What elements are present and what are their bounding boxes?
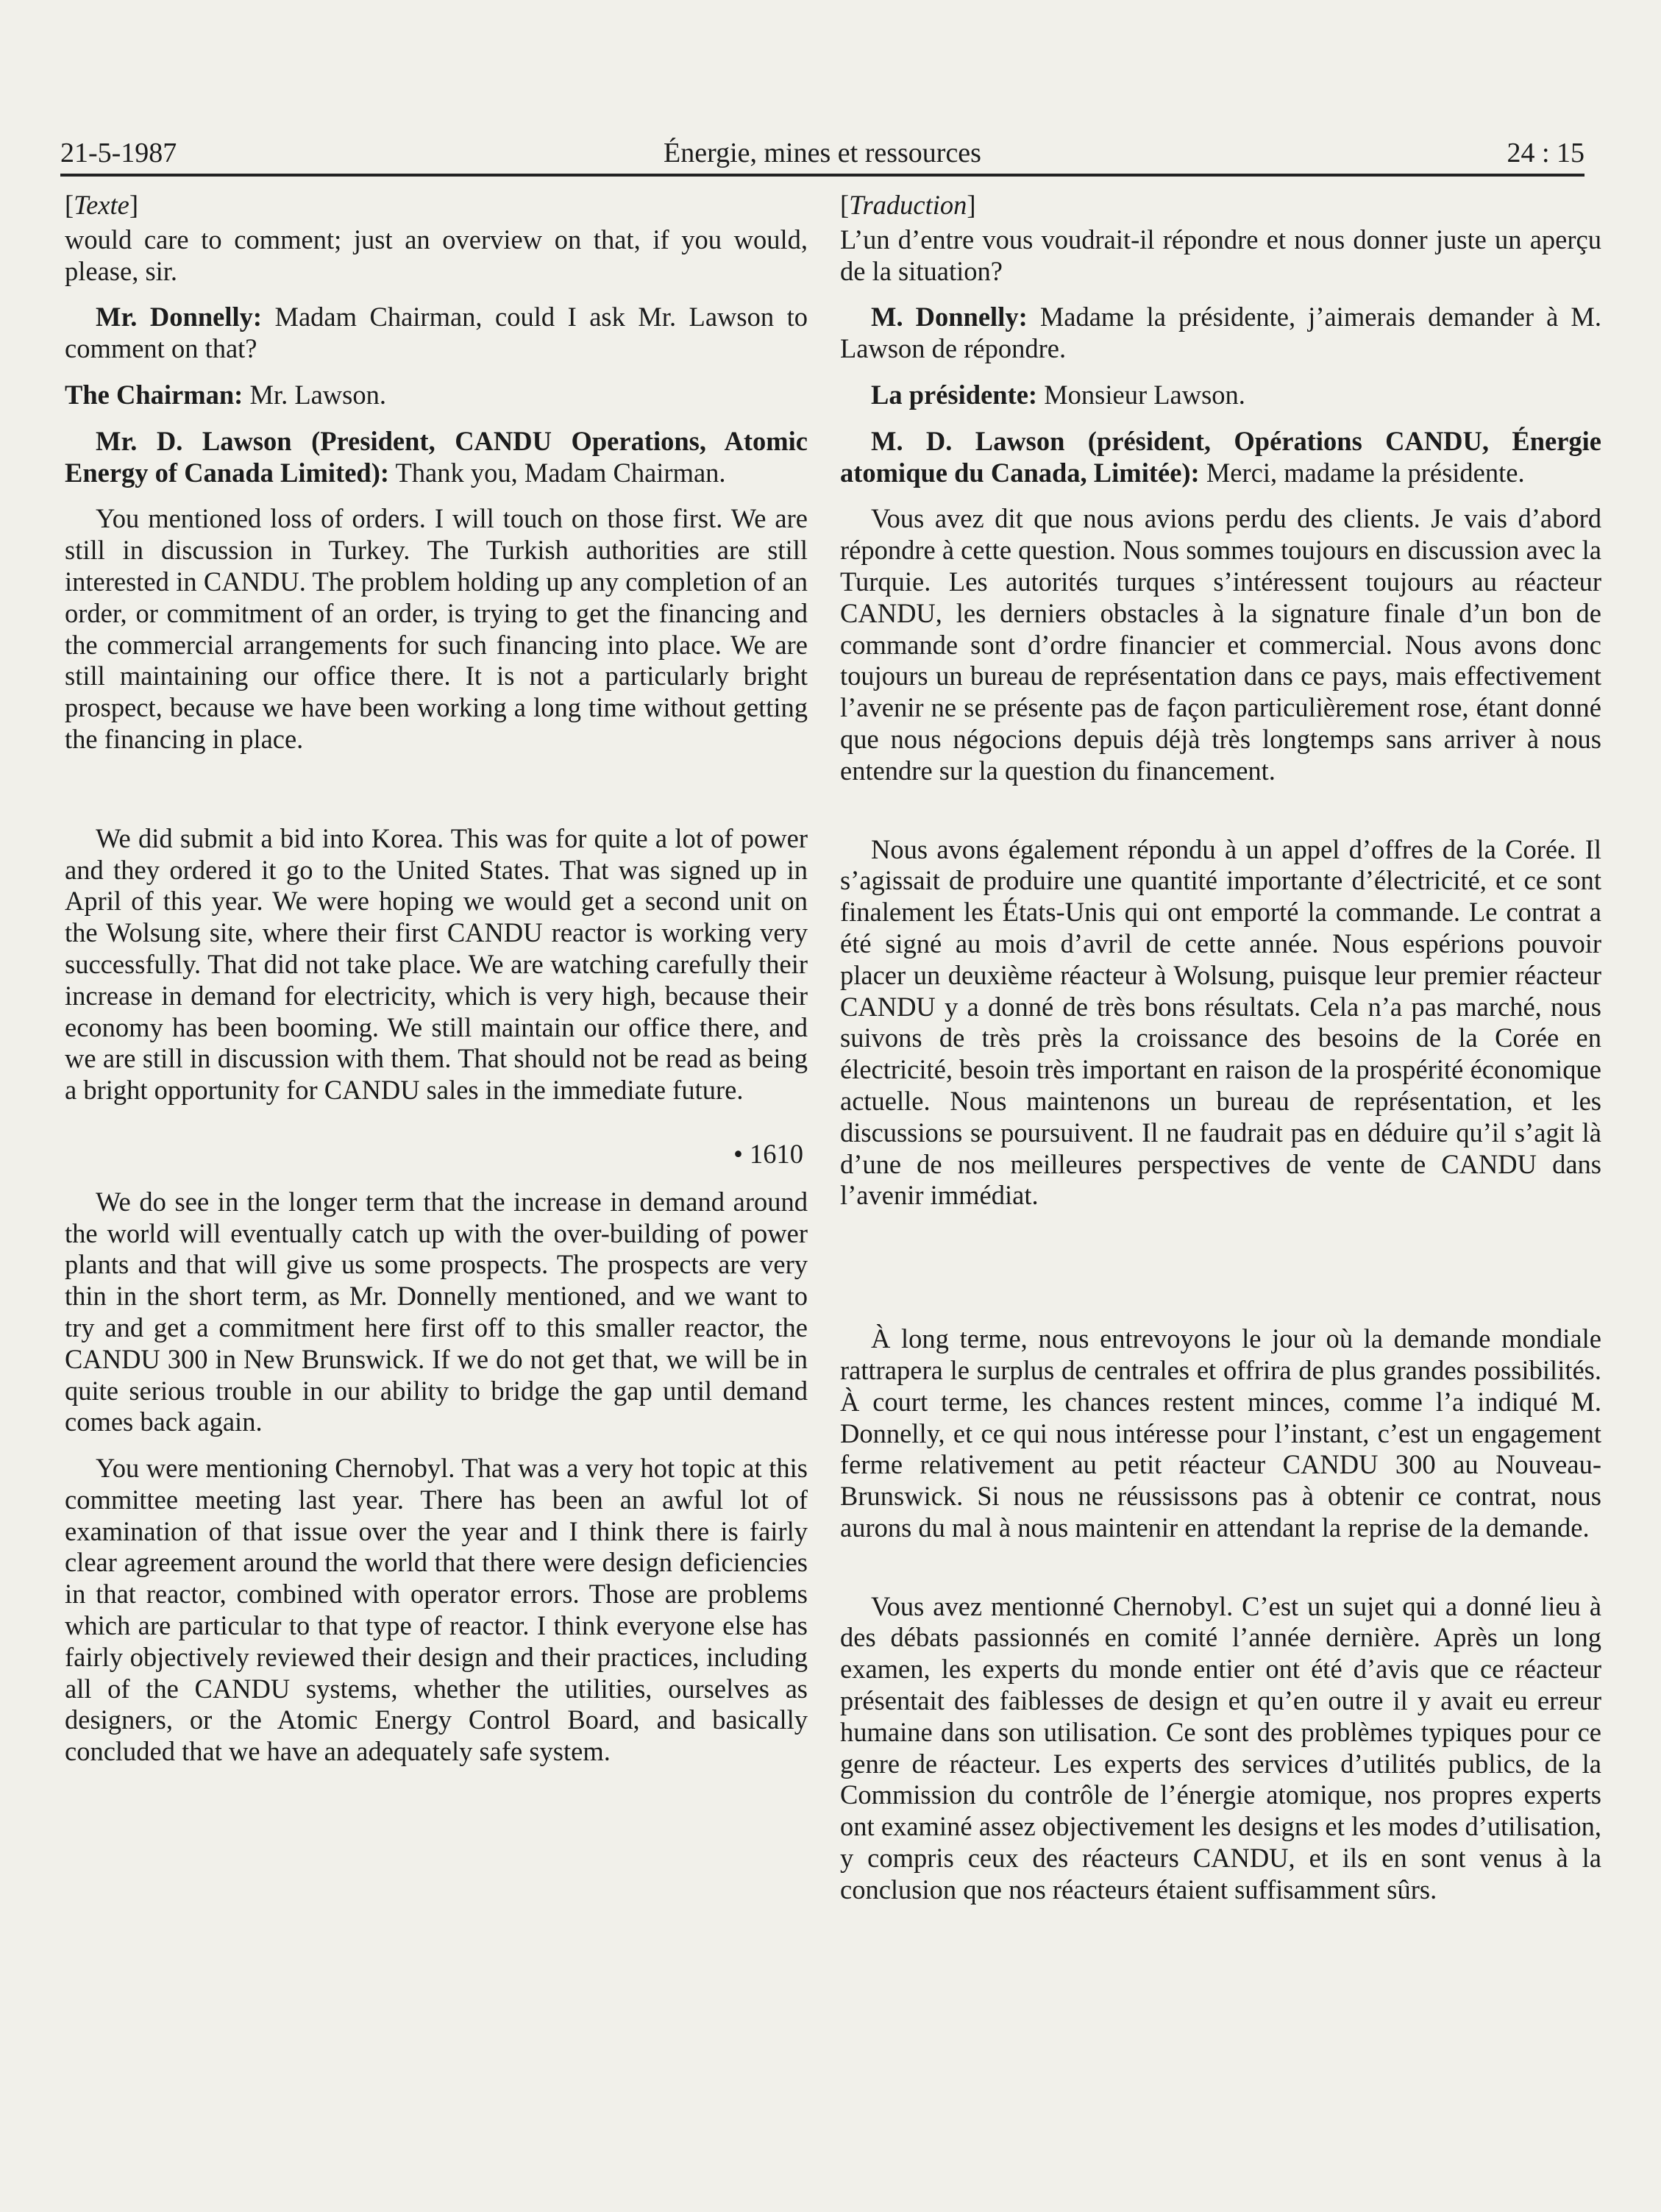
paragraph: Nous avons également répondu à un appel d’offres de la Corée. Il s’agissait de produire une quantité importante d’électricité, et ce sont finalement les États-Unis qui ont emporté la commande. Le contrat a été signé au mois d’avril de cette année. Nous espérions pouvoir placer un deuxième réacteur à Wolsung, puisque leur premier réacteur CANDU y a donné de très bons résultats. Cela n’a pas marché, nous suivons de très près la croissance des besoins de la Corée en électricité, besoin très important en raison de la prospérité économique actuelle. Nous maintenons un bureau de représentation, et les discussions se poursuivent. Il ne faudrait pas en déduire qu’il s’agit là d’une de nos meilleures perspectives de vente de CANDU dans l’avenir immédiat. xyxy=(840,833,1601,1211)
paragraph: You mentioned loss of orders. I will touch on those first. We are still in discussion in Turkey. The Turkish authorities are still interested in CANDU. The problem holding up any completion of an order, or commitment of an order, is trying to get the financing and the commercial arrangements for such financing into place. We are still maintaining our office there. It is not a particularly bright prospect, because we have been working a long time without getting the financing in place. xyxy=(65,503,808,754)
speaker-paragraph xyxy=(65,380,808,411)
speaker-paragraph xyxy=(840,426,1601,489)
paragraph: We did submit a bid into Korea. This was for quite a lot of power and they ordered it go to the United States. That was signed up in April of this year. We were hoping we would get a second unit on the Wolsung site, where their first CANDU reactor is working very successfully. That did not take place. We are watching carefully their increase in demand for electricity, which is very high, because their economy has been booming. We still maintain our office there, and we are still in discussion with them. That should not be read as being a bright opportunity for CANDU sales in the immediate future. xyxy=(65,822,808,1106)
header-date: 21-5-1987 xyxy=(60,138,177,168)
section-tag: [Texte] xyxy=(65,190,139,220)
speech-text: Merci, madame la présidente. xyxy=(1199,457,1525,488)
paragraph: Vous avez mentionné Chernobyl. C’est un sujet qui a donné lieu à des débats passionnés en comité l’année dernière. Après un long examen, les experts du monde entier ont été d’avis que ce réacteur présentait des faiblesses de design et qu’en outre il y avait eu erreur humaine dans son utilisation. Ce sont des problèmes typiques pour ce genre de réacteur. Les experts des services d’utilités publics, de la Commission du contrôle de l’énergie atomique, nos propres experts ont examiné assez objectivement les designs et les modes d’utilisation, y compris ceux des réacteurs CANDU, et ils en sont venus à la conclusion que nos réacteurs étaient suffisamment sûrs. xyxy=(840,1590,1601,1905)
speaker-name: Mr. D. Lawson (President, CANDU Operations, Atomic Energy of Canada Limited): xyxy=(65,425,808,488)
speech-text: Monsieur Lawson. xyxy=(1037,379,1245,410)
speaker-paragraph xyxy=(65,426,808,489)
paragraph: À long terme, nous entrevoyons le jour où la demande mondiale rattrapera le surplus de centrales et offrira de plus grandes possibilités. À court terme, les chances restent minces, comme l’a indiqué M. Donnelly, et ce qui nous intéresse pour l’instant, c’est un engagement ferme relativement au petit réacteur CANDU 300 au Nouveau-Brunswick. Si nous ne réussissons pas à obtenir ce contrat, nous aurons du mal à nous maintenir en attendant la reprise de la demande. xyxy=(840,1323,1601,1543)
speaker-paragraph xyxy=(65,302,808,365)
paragraph: would care to comment; just an overview on that, if you would, please, sir. xyxy=(65,224,808,286)
header-page-number: 24 : 15 xyxy=(1507,138,1584,168)
speaker-paragraph xyxy=(840,380,1601,411)
speaker-paragraph xyxy=(840,302,1601,365)
speech-text: Thank you, Madam Chairman. xyxy=(389,457,726,488)
speaker-name: M. D. Lawson (président, Opérations CANDU, Énergie atomique du Canada, Limitée): xyxy=(840,425,1601,488)
speaker-name: La présidente: xyxy=(871,379,1038,410)
page-header xyxy=(60,124,1584,177)
speech-text: Madam Chairman, could I ask Mr. Lawson to comment on that? xyxy=(65,302,808,364)
paragraph: We do see in the longer term that the increase in demand around the world will eventually catch up with the over-building of power plants and that will give us some prospects. The prospects are very thin in the short term, as Mr. Donnelly mentioned, and we want to try and get a commitment here first off to this smaller reactor, the CANDU 300 in New Brunswick. If we do not get that, we will be in quite serious trouble in our ability to bridge the gap until demand comes back again. xyxy=(65,1186,808,1437)
header-title: Énergie, mines et ressources xyxy=(664,138,981,168)
paragraph: You were mentioning Chernobyl. That was a very hot topic at this committee meeting last year. There has been an awful lot of examination of that issue over the year and I think there is fairly clear agreement around the world that there were design deficiencies in that reactor, combined with operator errors. Those are problems which are particular to that type of reactor. I think everyone else has fairly objectively reviewed their design and their practices, including all of the CANDU systems, whether the utilities, ourselves as designers, or the Atomic Energy Control Board, and basically concluded that we have an adequately safe system. xyxy=(65,1453,808,1767)
speaker-name: Mr. Donnelly: xyxy=(96,302,263,332)
french-column xyxy=(840,190,1601,1921)
speech-text: Mr. Lawson. xyxy=(243,379,386,410)
section-tag: [Traduction] xyxy=(840,190,976,220)
speaker-name: The Chairman: xyxy=(65,379,243,410)
paragraph: L’un d’entre vous voudrait-il répondre et nous donner juste un aperçu de la situation? xyxy=(840,224,1601,286)
speech-text: Madame la présidente, j’aimerais demander à M. Lawson de répondre. xyxy=(840,302,1602,364)
time-marker: • 1610 xyxy=(733,1138,803,1169)
english-column xyxy=(65,190,808,1782)
paragraph: Vous avez dit que nous avions perdu des clients. Je vais d’abord répondre à cette question. Nous sommes toujours en discussion avec la Turquie. Les autorités turques s’intéressent toujours au réacteur CANDU, les derniers obstacles à la signature finale d’un bon de commande sont d’ordre financier et commercial. Nous avons donc toujours un bureau de représentation dans ce pays, mais effectivement l’avenir ne se présente pas de façon particulièrement rose, étant donné que nous négocions depuis déjà très longtemps sans arriver à nous entendre sur la question du financement. xyxy=(840,503,1601,786)
speaker-name: M. Donnelly: xyxy=(871,302,1028,332)
